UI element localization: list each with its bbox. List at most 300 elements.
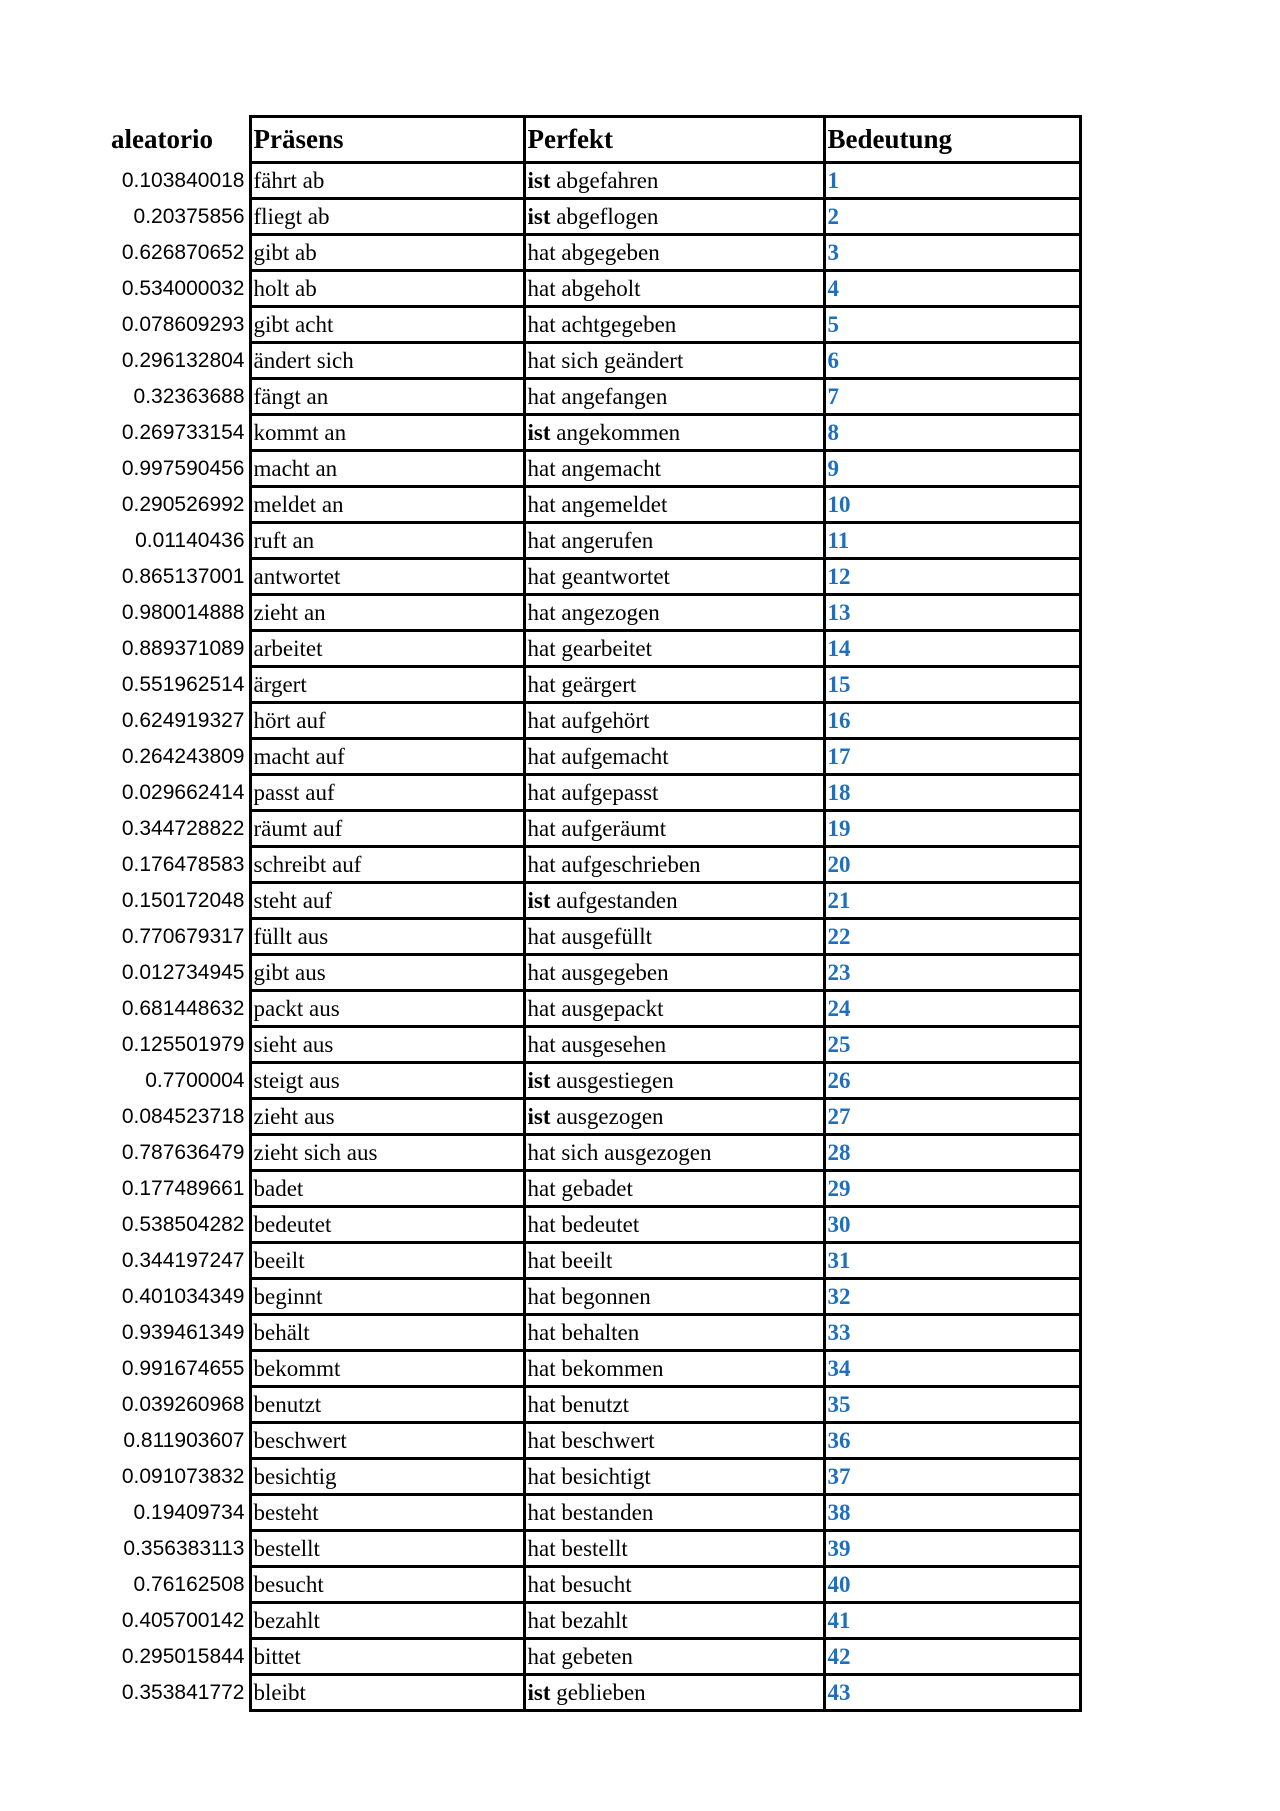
- auxiliary-verb: hat: [527, 743, 556, 769]
- table-row: [105, 1531, 1080, 1567]
- bedeutung-cell: 38: [824, 1495, 1080, 1531]
- random-value-cell: 0.264243809: [121, 744, 245, 768]
- praesens-cell: ärgert: [250, 667, 524, 703]
- participle: aufgestanden: [556, 887, 678, 913]
- participle: aufgeräumt: [561, 815, 667, 841]
- auxiliary-verb: hat: [527, 1211, 556, 1237]
- praesens-cell: beeilt: [250, 1243, 524, 1279]
- bedeutung-cell: 34: [824, 1351, 1080, 1387]
- participle: aufgehört: [561, 707, 650, 733]
- auxiliary-verb: hat: [527, 347, 556, 373]
- random-value-cell: 0.091073832: [121, 1464, 245, 1488]
- participle: angekommen: [556, 419, 681, 445]
- perfekt-cell: [524, 1531, 824, 1567]
- bedeutung-cell: 3: [824, 235, 1080, 271]
- bedeutung-cell: 5: [824, 307, 1080, 343]
- praesens-cell: gibt ab: [250, 235, 524, 271]
- praesens-cell: macht auf: [250, 739, 524, 775]
- praesens-cell: ändert sich: [250, 343, 524, 379]
- perfekt-cell: [524, 883, 824, 919]
- auxiliary-verb: hat: [527, 1391, 556, 1417]
- table-row: [105, 487, 1080, 523]
- auxiliary-verb: hat: [527, 1283, 556, 1309]
- auxiliary-verb: hat: [527, 491, 556, 517]
- participle: angemeldet: [561, 491, 668, 517]
- table-row: [105, 631, 1080, 667]
- random-value-cell: 0.029662414: [121, 780, 245, 804]
- praesens-cell: benutzt: [250, 1387, 524, 1423]
- perfekt-cell: [524, 1243, 824, 1279]
- participle: sich ausgezogen: [561, 1139, 712, 1165]
- praesens-cell: meldet an: [250, 487, 524, 523]
- random-value-cell: 0.76162508: [133, 1572, 245, 1596]
- perfekt-cell: [524, 1387, 824, 1423]
- bedeutung-cell: 14: [824, 631, 1080, 667]
- participle: bestellt: [561, 1535, 628, 1561]
- table-row: [105, 1351, 1080, 1387]
- random-value-cell: 0.296132804: [121, 348, 245, 372]
- participle: ausgezogen: [556, 1103, 664, 1129]
- bedeutung-cell: 1: [824, 163, 1080, 199]
- participle: abgeflogen: [556, 203, 659, 229]
- bedeutung-cell: 6: [824, 343, 1080, 379]
- participle: ausgepackt: [561, 995, 664, 1021]
- perfekt-cell: [524, 1423, 824, 1459]
- auxiliary-verb: hat: [527, 707, 556, 733]
- perfekt-cell: [524, 775, 824, 811]
- praesens-cell: steht auf: [250, 883, 524, 919]
- praesens-cell: fährt ab: [250, 163, 524, 199]
- participle: bekommen: [561, 1355, 664, 1381]
- bedeutung-cell: 19: [824, 811, 1080, 847]
- table-row: [105, 703, 1080, 739]
- auxiliary-verb: hat: [527, 239, 556, 265]
- perfekt-cell: [524, 163, 824, 199]
- auxiliary-verb: hat: [527, 1319, 556, 1345]
- praesens-cell: besichtig: [250, 1459, 524, 1495]
- random-value-cell: 0.103840018: [121, 168, 245, 192]
- bedeutung-cell: 24: [824, 991, 1080, 1027]
- bedeutung-cell: 23: [824, 955, 1080, 991]
- random-value-cell: 0.344728822: [121, 816, 245, 840]
- participle: ausgegeben: [561, 959, 669, 985]
- auxiliary-verb: hat: [527, 1571, 556, 1597]
- participle: aufgeschrieben: [561, 851, 701, 877]
- random-value-cell: 0.624919327: [121, 708, 245, 732]
- praesens-cell: macht an: [250, 451, 524, 487]
- perfekt-cell: [524, 811, 824, 847]
- auxiliary-verb: hat: [527, 455, 556, 481]
- table-row: [105, 1243, 1080, 1279]
- random-value-cell: 0.353841772: [121, 1680, 245, 1704]
- auxiliary-verb: hat: [527, 527, 556, 553]
- perfekt-cell: [524, 1351, 824, 1387]
- praesens-cell: bezahlt: [250, 1603, 524, 1639]
- perfekt-cell: [524, 595, 824, 631]
- perfekt-cell: [524, 1603, 824, 1639]
- auxiliary-verb: hat: [527, 1427, 556, 1453]
- perfekt-cell: [524, 1675, 824, 1711]
- bedeutung-cell: 40: [824, 1567, 1080, 1603]
- participle: beschwert: [561, 1427, 655, 1453]
- auxiliary-verb: hat: [527, 1355, 556, 1381]
- bedeutung-cell: 30: [824, 1207, 1080, 1243]
- perfekt-cell: [524, 307, 824, 343]
- perfekt-cell: [524, 199, 824, 235]
- participle: sich geändert: [561, 347, 684, 373]
- praesens-cell: behält: [250, 1315, 524, 1351]
- praesens-cell: beschwert: [250, 1423, 524, 1459]
- participle: ausgestiegen: [556, 1067, 674, 1093]
- bedeutung-cell: 43: [824, 1675, 1080, 1711]
- table-row: [105, 595, 1080, 631]
- bedeutung-cell: 13: [824, 595, 1080, 631]
- table-row: [105, 271, 1080, 307]
- perfekt-cell: [524, 271, 824, 307]
- verb-table: [105, 115, 1082, 1712]
- bedeutung-cell: 41: [824, 1603, 1080, 1639]
- table-row: [105, 235, 1080, 271]
- table-row: [105, 415, 1080, 451]
- table-row: [105, 1675, 1080, 1711]
- praesens-cell: bleibt: [250, 1675, 524, 1711]
- participle: behalten: [561, 1319, 640, 1345]
- auxiliary-verb: hat: [527, 959, 556, 985]
- random-value-cell: 0.939461349: [121, 1320, 245, 1344]
- table-row: [105, 307, 1080, 343]
- table-row: [105, 1099, 1080, 1135]
- perfekt-cell: [524, 1171, 824, 1207]
- praesens-cell: hört auf: [250, 703, 524, 739]
- perfekt-cell: [524, 451, 824, 487]
- auxiliary-verb: hat: [527, 1031, 556, 1057]
- perfekt-cell: [524, 1495, 824, 1531]
- bedeutung-cell: 33: [824, 1315, 1080, 1351]
- bedeutung-cell: 25: [824, 1027, 1080, 1063]
- participle: angefangen: [561, 383, 668, 409]
- random-value-cell: 0.295015844: [121, 1644, 245, 1668]
- perfekt-cell: [524, 667, 824, 703]
- random-value-cell: 0.177489661: [121, 1176, 245, 1200]
- praesens-cell: ruft an: [250, 523, 524, 559]
- random-value-cell: 0.997590456: [121, 456, 245, 480]
- participle: besichtigt: [561, 1463, 651, 1489]
- bedeutung-cell: 8: [824, 415, 1080, 451]
- perfekt-cell: [524, 1279, 824, 1315]
- praesens-cell: arbeitet: [250, 631, 524, 667]
- participle: beeilt: [561, 1247, 613, 1273]
- table-row: [105, 1567, 1080, 1603]
- praesens-cell: bestellt: [250, 1531, 524, 1567]
- bedeutung-cell: 12: [824, 559, 1080, 595]
- praesens-cell: holt ab: [250, 271, 524, 307]
- auxiliary-verb: hat: [527, 1463, 556, 1489]
- bedeutung-cell: 26: [824, 1063, 1080, 1099]
- table-row: [105, 1279, 1080, 1315]
- perfekt-cell: [524, 955, 824, 991]
- auxiliary-verb: ist: [527, 419, 551, 445]
- random-value-cell: 0.770679317: [121, 924, 245, 948]
- perfekt-cell: [524, 919, 824, 955]
- bedeutung-cell: 4: [824, 271, 1080, 307]
- table-row: [105, 739, 1080, 775]
- praesens-cell: kommt an: [250, 415, 524, 451]
- bedeutung-cell: 2: [824, 199, 1080, 235]
- praesens-cell: antwortet: [250, 559, 524, 595]
- random-value-cell: 0.039260968: [121, 1392, 245, 1416]
- participle: bedeutet: [561, 1211, 640, 1237]
- table-header: [105, 117, 1080, 163]
- table-row: [105, 847, 1080, 883]
- bedeutung-cell: 15: [824, 667, 1080, 703]
- praesens-cell: badet: [250, 1171, 524, 1207]
- auxiliary-verb: hat: [527, 1607, 556, 1633]
- perfekt-cell: [524, 1207, 824, 1243]
- bedeutung-cell: 28: [824, 1135, 1080, 1171]
- table-row: [105, 1207, 1080, 1243]
- auxiliary-verb: hat: [527, 1643, 556, 1669]
- table-body: [105, 163, 1080, 1711]
- random-value-cell: 0.19409734: [133, 1500, 245, 1524]
- random-value-cell: 0.125501979: [121, 1032, 245, 1056]
- perfekt-cell: [524, 1567, 824, 1603]
- table-row: [105, 1387, 1080, 1423]
- participle: gearbeitet: [561, 635, 653, 661]
- participle: geärgert: [561, 671, 637, 697]
- bedeutung-cell: 27: [824, 1099, 1080, 1135]
- perfekt-cell: [524, 847, 824, 883]
- perfekt-cell: [524, 631, 824, 667]
- bedeutung-cell: 37: [824, 1459, 1080, 1495]
- header-praesens: Präsens: [250, 117, 524, 163]
- auxiliary-verb: hat: [527, 275, 556, 301]
- participle: aufgepasst: [561, 779, 659, 805]
- perfekt-cell: [524, 1027, 824, 1063]
- auxiliary-verb: hat: [527, 563, 556, 589]
- participle: angezogen: [561, 599, 660, 625]
- bedeutung-cell: 35: [824, 1387, 1080, 1423]
- perfekt-cell: [524, 1099, 824, 1135]
- auxiliary-verb: ist: [527, 1103, 551, 1129]
- table-row: [105, 1423, 1080, 1459]
- auxiliary-verb: hat: [527, 599, 556, 625]
- random-value-cell: 0.811903607: [123, 1428, 245, 1452]
- header-row: [105, 117, 1080, 163]
- table-row: [105, 811, 1080, 847]
- perfekt-cell: [524, 415, 824, 451]
- auxiliary-verb: hat: [527, 311, 556, 337]
- random-value-cell: 0.626870652: [121, 240, 245, 264]
- praesens-cell: bekommt: [250, 1351, 524, 1387]
- header-perfekt: Perfekt: [524, 117, 824, 163]
- auxiliary-verb: ist: [527, 887, 551, 913]
- table-row: [105, 1135, 1080, 1171]
- praesens-cell: zieht aus: [250, 1099, 524, 1135]
- table-row: [105, 1315, 1080, 1351]
- perfekt-cell: [524, 343, 824, 379]
- praesens-cell: sieht aus: [250, 1027, 524, 1063]
- auxiliary-verb: ist: [527, 203, 551, 229]
- random-value-cell: 0.012734945: [121, 960, 245, 984]
- bedeutung-cell: 29: [824, 1171, 1080, 1207]
- auxiliary-verb: hat: [527, 779, 556, 805]
- table-row: [105, 919, 1080, 955]
- auxiliary-verb: hat: [527, 1499, 556, 1525]
- random-value-cell: 0.401034349: [121, 1284, 245, 1308]
- random-value-cell: 0.269733154: [121, 420, 245, 444]
- bedeutung-cell: 10: [824, 487, 1080, 523]
- participle: bezahlt: [561, 1607, 628, 1633]
- perfekt-cell: [524, 523, 824, 559]
- random-value-cell: 0.290526992: [121, 492, 245, 516]
- random-value-cell: 0.889371089: [121, 636, 245, 660]
- table-row: [105, 1639, 1080, 1675]
- participle: gebadet: [561, 1175, 633, 1201]
- random-value-cell: 0.32363688: [133, 384, 245, 408]
- praesens-cell: fliegt ab: [250, 199, 524, 235]
- auxiliary-verb: hat: [527, 671, 556, 697]
- random-value-cell: 0.991674655: [121, 1356, 245, 1380]
- participle: ausgesehen: [561, 1031, 667, 1057]
- table-row: [105, 1495, 1080, 1531]
- auxiliary-verb: ist: [527, 1067, 551, 1093]
- random-value-cell: 0.865137001: [121, 564, 245, 588]
- bedeutung-cell: 17: [824, 739, 1080, 775]
- participle: begonnen: [561, 1283, 651, 1309]
- table-row: [105, 379, 1080, 415]
- praesens-cell: fängt an: [250, 379, 524, 415]
- random-value-cell: 0.787636479: [121, 1140, 245, 1164]
- perfekt-cell: [524, 991, 824, 1027]
- auxiliary-verb: hat: [527, 851, 556, 877]
- bedeutung-cell: 31: [824, 1243, 1080, 1279]
- bedeutung-cell: 16: [824, 703, 1080, 739]
- random-value-cell: 0.078609293: [121, 312, 245, 336]
- praesens-cell: besteht: [250, 1495, 524, 1531]
- auxiliary-verb: hat: [527, 635, 556, 661]
- praesens-cell: gibt acht: [250, 307, 524, 343]
- perfekt-cell: [524, 1063, 824, 1099]
- random-value-cell: 0.405700142: [121, 1608, 245, 1632]
- participle: gebeten: [561, 1643, 633, 1669]
- header-bedeutung: Bedeutung: [824, 117, 1080, 163]
- random-value-cell: 0.534000032: [121, 276, 245, 300]
- auxiliary-verb: hat: [527, 1535, 556, 1561]
- bedeutung-cell: 22: [824, 919, 1080, 955]
- participle: aufgemacht: [561, 743, 669, 769]
- random-value-cell: 0.084523718: [121, 1104, 245, 1128]
- auxiliary-verb: hat: [527, 923, 556, 949]
- table-row: [105, 1027, 1080, 1063]
- bedeutung-cell: 42: [824, 1639, 1080, 1675]
- praesens-cell: beginnt: [250, 1279, 524, 1315]
- table-row: [105, 523, 1080, 559]
- table-row: [105, 559, 1080, 595]
- auxiliary-verb: ist: [527, 167, 551, 193]
- perfekt-cell: [524, 739, 824, 775]
- random-value-cell: 0.176478583: [121, 852, 245, 876]
- auxiliary-verb: hat: [527, 815, 556, 841]
- bedeutung-cell: 32: [824, 1279, 1080, 1315]
- perfekt-cell: [524, 1135, 824, 1171]
- random-value-cell: 0.538504282: [121, 1212, 245, 1236]
- table-row: [105, 451, 1080, 487]
- praesens-cell: gibt aus: [250, 955, 524, 991]
- praesens-cell: räumt auf: [250, 811, 524, 847]
- perfekt-cell: [524, 235, 824, 271]
- table-row: [105, 955, 1080, 991]
- participle: angemacht: [561, 455, 661, 481]
- praesens-cell: zieht sich aus: [250, 1135, 524, 1171]
- random-value-cell: 0.356383113: [123, 1536, 245, 1560]
- perfekt-cell: [524, 559, 824, 595]
- table-row: [105, 1171, 1080, 1207]
- participle: geblieben: [556, 1679, 646, 1705]
- random-value-cell: 0.20375856: [133, 204, 245, 228]
- praesens-cell: füllt aus: [250, 919, 524, 955]
- participle: abgeholt: [561, 275, 641, 301]
- participle: besucht: [561, 1571, 632, 1597]
- participle: abgegeben: [561, 239, 660, 265]
- header-aleatorio: aleatorio: [111, 124, 213, 154]
- random-value-cell: 0.551962514: [121, 672, 245, 696]
- praesens-cell: zieht an: [250, 595, 524, 631]
- table-row: [105, 343, 1080, 379]
- bedeutung-cell: 39: [824, 1531, 1080, 1567]
- participle: ausgefüllt: [561, 923, 653, 949]
- table-row: [105, 1459, 1080, 1495]
- random-value-cell: 0.344197247: [121, 1248, 245, 1272]
- perfekt-cell: [524, 487, 824, 523]
- perfekt-cell: [524, 1639, 824, 1675]
- table-row: [105, 883, 1080, 919]
- praesens-cell: steigt aus: [250, 1063, 524, 1099]
- participle: benutzt: [561, 1391, 630, 1417]
- participle: bestanden: [561, 1499, 654, 1525]
- random-value-cell: 0.681448632: [121, 996, 245, 1020]
- bedeutung-cell: 36: [824, 1423, 1080, 1459]
- perfekt-cell: [524, 379, 824, 415]
- auxiliary-verb: hat: [527, 1247, 556, 1273]
- praesens-cell: bedeutet: [250, 1207, 524, 1243]
- table-row: [105, 199, 1080, 235]
- auxiliary-verb: hat: [527, 1175, 556, 1201]
- participle: abgefahren: [556, 167, 659, 193]
- auxiliary-verb: hat: [527, 995, 556, 1021]
- random-value-cell: 0.01140436: [135, 528, 245, 552]
- table-row: [105, 163, 1080, 199]
- perfekt-cell: [524, 1459, 824, 1495]
- bedeutung-cell: 20: [824, 847, 1080, 883]
- bedeutung-cell: 11: [824, 523, 1080, 559]
- random-value-cell: 0.7700004: [145, 1068, 245, 1092]
- bedeutung-cell: 7: [824, 379, 1080, 415]
- table-row: [105, 1063, 1080, 1099]
- table-row: [105, 1603, 1080, 1639]
- perfekt-cell: [524, 1315, 824, 1351]
- participle: achtgegeben: [561, 311, 677, 337]
- praesens-cell: schreibt auf: [250, 847, 524, 883]
- praesens-cell: passt auf: [250, 775, 524, 811]
- participle: geantwortet: [561, 563, 670, 589]
- bedeutung-cell: 9: [824, 451, 1080, 487]
- praesens-cell: besucht: [250, 1567, 524, 1603]
- bedeutung-cell: 18: [824, 775, 1080, 811]
- table-row: [105, 775, 1080, 811]
- praesens-cell: packt aus: [250, 991, 524, 1027]
- praesens-cell: bittet: [250, 1639, 524, 1675]
- auxiliary-verb: hat: [527, 383, 556, 409]
